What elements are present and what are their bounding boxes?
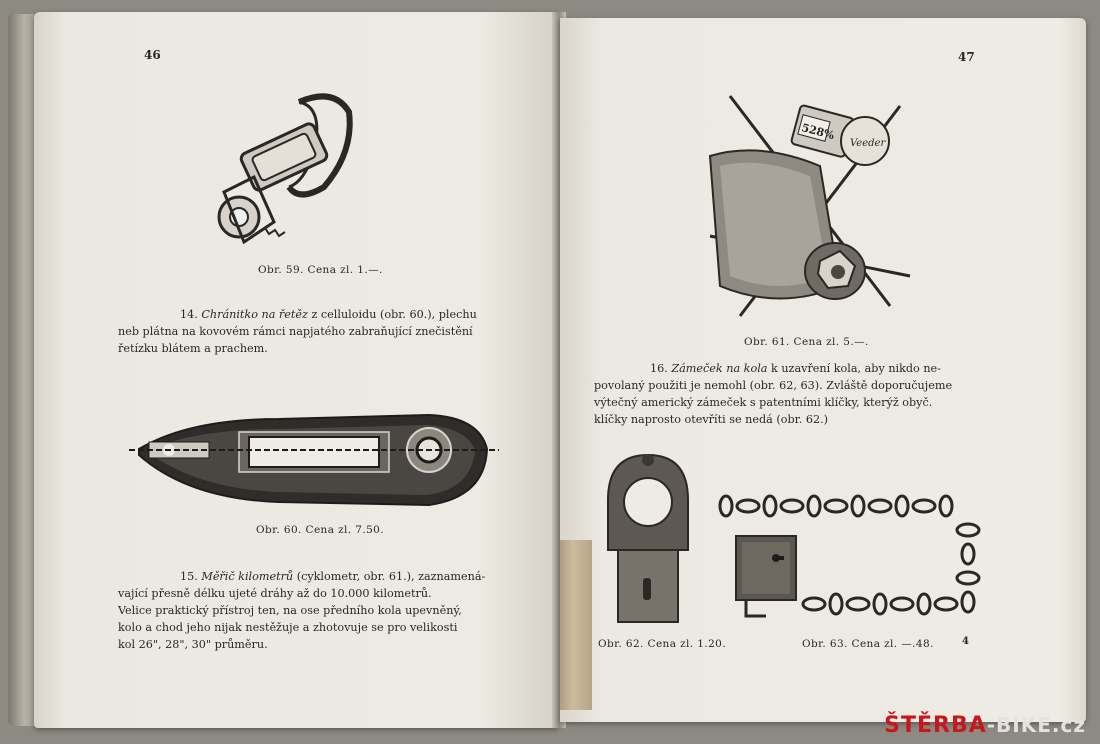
chain-link	[940, 496, 952, 516]
item15-line-2: vající přesně délku ujeté dráhy až do 10.000 kilometrů.	[118, 587, 432, 600]
cyclometer-brand-text: Veeder	[850, 138, 886, 149]
item14-number: 14.	[180, 308, 198, 321]
item14-line-1: z celluloidu (obr. 60.), plechu	[311, 308, 477, 321]
item15-line-1: (cyklometr, obr. 61.), zaznamená-	[296, 570, 486, 583]
page-number-left: 46	[144, 48, 161, 62]
item14-paragraph	[118, 306, 518, 357]
fig63-caption: Obr. 63. Cena zl. —.48.	[802, 638, 934, 650]
padlock-illustration	[598, 450, 698, 630]
paper-tape-strip	[560, 540, 592, 710]
item15-line-3: Velice praktický přístroj ten, na ose předního kola upevněný,	[118, 604, 462, 617]
chain-link	[847, 598, 869, 610]
chain-link	[913, 500, 935, 512]
item14-line-3: řetízku blátem a prachem.	[118, 342, 268, 355]
pedal-illustration	[204, 82, 364, 257]
fig62-caption: Obr. 62. Cena zl. 1.20.	[598, 638, 726, 650]
chain-link	[935, 598, 957, 610]
chain-link	[918, 594, 930, 614]
fig60-caption: Obr. 60. Cena zl. 7.50.	[256, 524, 384, 536]
item16-line-1: k uzavření kola, aby nikdo ne-	[771, 362, 941, 375]
chain-link	[896, 496, 908, 516]
watermark-part1: ŠTĚRBA	[884, 713, 987, 738]
watermark-part2: -BIKE.cz	[986, 713, 1086, 737]
fig59-caption: Obr. 59. Cena zl. 1.—.	[258, 264, 383, 276]
chain-link	[962, 592, 974, 612]
chain-guard-illustration	[129, 407, 499, 517]
chain-link	[869, 500, 891, 512]
item15-number: 15.	[180, 570, 198, 583]
item16-line-4: klíčky naprosto otevříti se nedá (obr. 62.)	[594, 413, 829, 426]
chain-link	[781, 500, 803, 512]
chain-link	[830, 594, 842, 614]
signature-mark: 4	[962, 636, 969, 647]
site-watermark	[884, 713, 1086, 738]
page-number-right: 47	[958, 50, 975, 64]
item16-number: 16.	[650, 362, 668, 375]
chain-link	[808, 496, 820, 516]
chain-link	[803, 598, 825, 610]
chain-link	[962, 544, 974, 564]
right-page	[560, 18, 1086, 722]
item14-title: Chránitko na řetěz	[201, 308, 308, 321]
chain-link	[852, 496, 864, 516]
item14-line-2: neb plátna na kovovém rámci napjatého zabraňující znečistění	[118, 325, 473, 338]
item16-paragraph	[594, 360, 980, 428]
chain-link	[764, 496, 776, 516]
chain-lock-illustration	[706, 486, 996, 626]
chain-link	[957, 524, 979, 536]
item15-title: Měřič kilometrů	[201, 570, 294, 583]
chain-link	[737, 500, 759, 512]
fig61-caption: Obr. 61. Cena zl. 5.—.	[744, 336, 869, 348]
cyclometer-dial-text: 528%	[800, 121, 836, 143]
left-page	[34, 12, 558, 728]
item16-line-3: výtečný americký zámeček s patentními klíčky, kterýž obyč.	[594, 396, 933, 409]
item16-line-2: povolaný použiti je nemohl (obr. 62, 63). Zvláště doporučujeme	[594, 379, 953, 392]
item15-line-4: kolo a chod jeho nijak nestěžuje a zhotovuje se pro velikosti	[118, 621, 458, 634]
chain-link	[957, 572, 979, 584]
chain-link	[874, 594, 886, 614]
cyclometer-illustration	[700, 86, 920, 331]
chain-link	[891, 598, 913, 610]
item15-paragraph	[118, 568, 518, 653]
item16-title: Zámeček na kola	[671, 362, 768, 375]
item15-line-5: kol 26", 28", 30" průměru.	[118, 638, 268, 651]
chain-link	[825, 500, 847, 512]
chain-link	[720, 496, 732, 516]
